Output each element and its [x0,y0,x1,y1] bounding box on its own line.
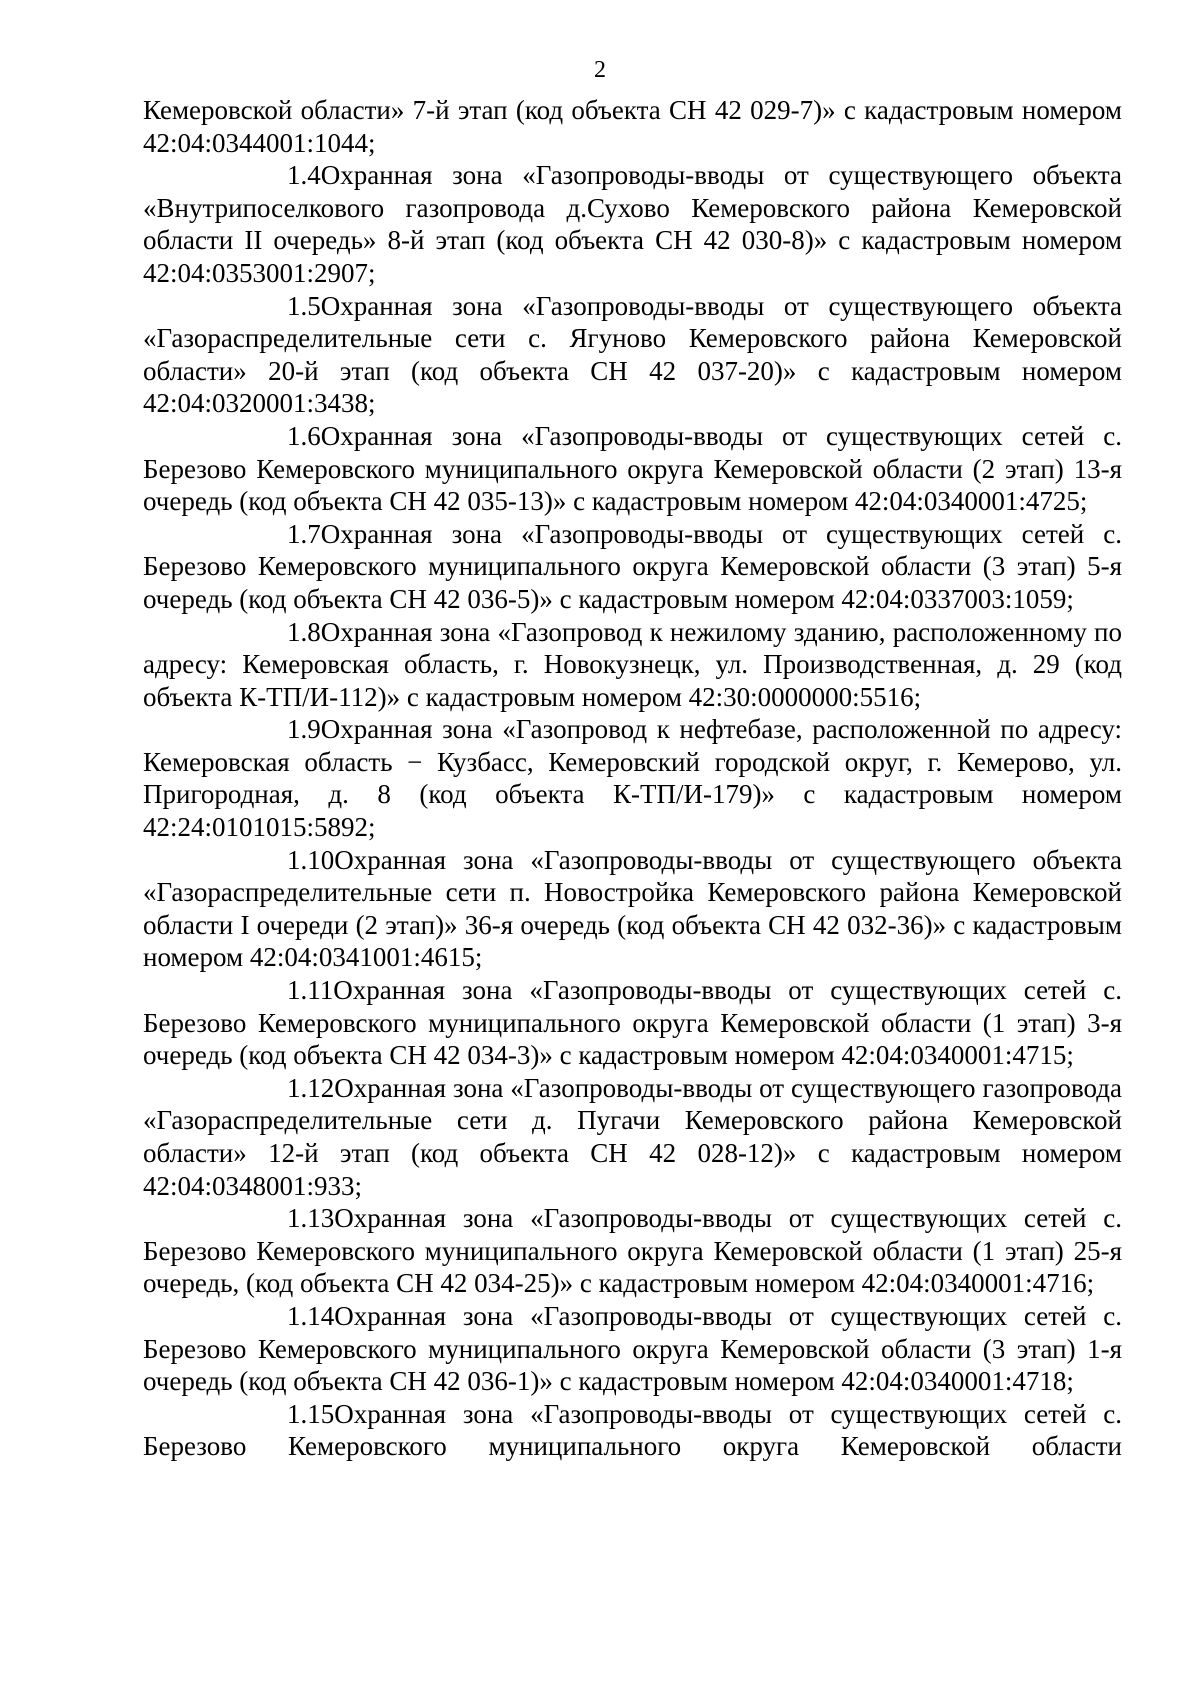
list-item [143,518,1122,616]
list-item [143,1398,1122,1463]
item-text: Охранная зона «Газопровод к нефтебазе, расположенной по адресу: Кемеровская область − Кузбасс, Кемеровский городской округ, г. Кемерово, ул. Пригородная, д. 8 (код объекта К-ТП/И-179)» с кадастровым номером 42:24:0101015:5892; [143,714,1122,843]
item-number: 1.6 [287,420,321,451]
list-item [143,844,1122,974]
item-number: 1.10 [287,844,335,875]
item-text: Охранная зона «Газопроводы-вводы от существующего газопровода «Газораспределительные сети д. Пугачи Кемеровского района Кемеровской области» 12-й этап (код объекта СН 42 028-12)» с кадастровым номером 42:04:0348001:933; [143,1072,1122,1201]
item-number: 1.4 [287,160,321,191]
item-number: 1.14 [287,1300,335,1331]
item-number: 1.12 [287,1072,335,1103]
item-text: Охранная зона «Газопроводы-вводы от существующих сетей с. Березово Кемеровского муниципального округа Кемеровской области (1 этап) 25-я очередь, (код объекта СН 42 034-25)» с кадастровым номером 42:04:0340001:4716; [143,1203,1122,1299]
item-number: 1.13 [287,1203,335,1234]
item-text: Охранная зона «Газопроводы-вводы от существующих сетей с. Березово Кемеровского муниципального округа Кемеровской области (3 этап) 5-я очередь (код объекта СН 42 036-5)» с кадастровым номером 42:04:0337003:1059; [143,518,1122,614]
item-number: 1.15 [287,1398,335,1429]
list-item [143,1072,1122,1202]
list-item [143,1300,1122,1398]
list-item [143,713,1122,843]
item-text: Охранная зона «Газопроводы-вводы от существующего объекта «Газораспределительные сети п. Новостройка Кемеровского района Кемеровской области I очереди (2 этап)» 36-я очередь (код объекта СН 42 032-36)» с кадастровым номером 42:04:0341001:4615; [143,844,1122,973]
item-text: Охранная зона «Газопроводы-вводы от существующих сетей с. Березово Кемеровского муниципального округа Кемеровской области (3 этап) 1-я очередь (код объекта СН 42 036-1)» с кадастровым номером 42:04:0340001:4718; [143,1300,1122,1397]
list-item [143,974,1122,1072]
item-number: 1.5 [287,290,321,321]
list-item [143,159,1122,289]
item-text: Охранная зона «Газопроводы-вводы от существующих сетей с. Березово Кемеровского муниципального округа Кемеровской области (1 этап) 3-я очередь (код объекта СН 42 034-3)» с кадастровым номером 42:04:0340001:4715; [143,975,1122,1071]
item-number: 1.7 [287,518,321,549]
item-text: Охранная зона «Газопроводы-вводы от существующих сетей с. Березово Кемеровского муниципального округа Кемеровской области (2 этап) 13-я очередь (код объекта СН 42 035-13)» с кадастровым номером 42:04:0340001:4725; [143,420,1122,517]
item-text: Охранная зона «Газопровод к нежилому зданию, расположенному по адресу: Кемеровская область, г. Новокузнецк, ул. Производственная, д. 29 (код объекта К-ТП/И-112)» с кадастровым номером 42:30:0000000:5516; [143,616,1122,712]
page-number: 2 [594,57,606,83]
item-number: 1.9 [287,714,321,745]
list-item [143,290,1122,420]
item-number: 1.8 [287,616,321,647]
list-item [143,1202,1122,1300]
item-text: Охранная зона «Газопроводы-вводы от существующего объекта «Газораспределительные сети с. Ягуново Кемеровского района Кемеровской области» 20-й этап (код объекта СН 42 037-20)» с кадастровым номером 42:04:0320001:3438; [143,290,1122,419]
item-text: Охранная зона «Газопроводы-вводы от существующего объекта «Внутрипоселкового газопровода д.Сухово Кемеровского района Кемеровской области II очередь» 8-й этап (код объекта СН 42 030-8)» с кадастровым номером 42:04:0353001:2907; [143,160,1122,288]
continuation-paragraph: Кемеровской области» 7-й этап (код объекта СН 42 029-7)» с кадастровым номером 42:04:0344001:1044; [143,95,1122,158]
document-body [143,94,1122,1463]
item-number: 1.11 [287,975,334,1006]
list-item [143,420,1122,518]
item-text: Охранная зона «Газопроводы-вводы от существующих сетей с. Березово Кемеровского муниципального округа Кемеровской области [143,1398,1122,1462]
list-item [143,616,1122,714]
